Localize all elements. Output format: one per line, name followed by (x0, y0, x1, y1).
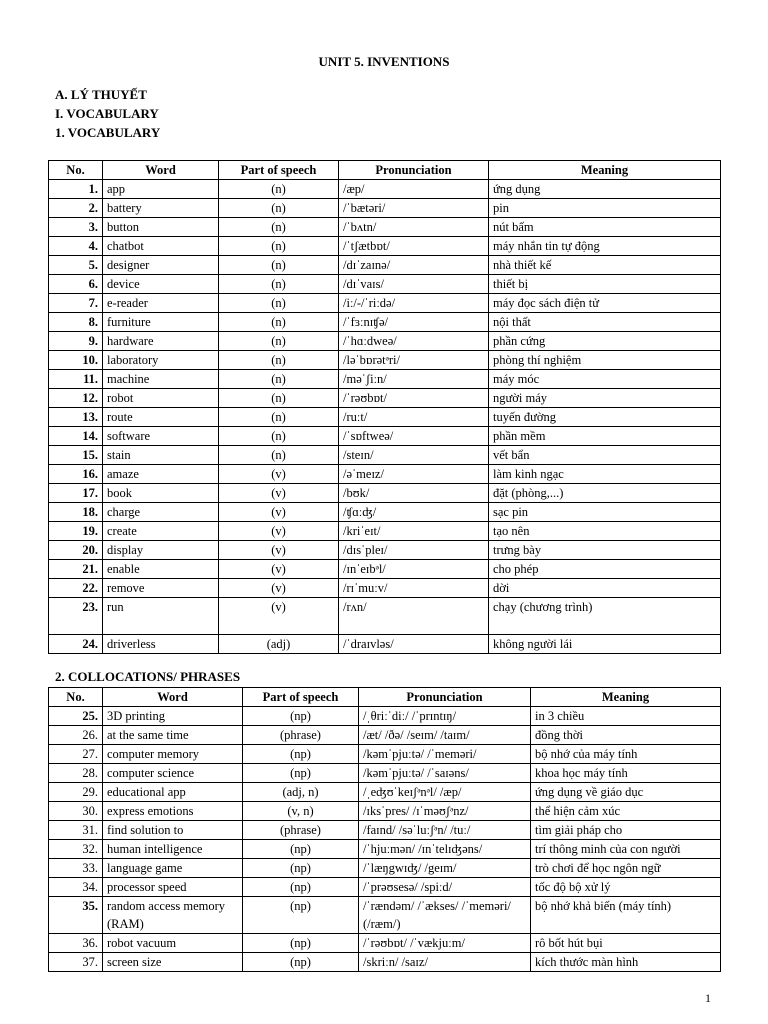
cell-part-of-speech: (v) (219, 484, 339, 503)
cell-no: 19. (49, 522, 103, 541)
table-row (49, 237, 721, 256)
cell-no: 30. (49, 802, 103, 821)
table-row (49, 199, 721, 218)
cell-meaning: máy đọc sách điện tử (489, 294, 721, 313)
cell-pronunciation: /kəmˈpjuːtə/ /ˈmeməri/ (359, 745, 531, 764)
table-row (49, 351, 721, 370)
cell-no: 3. (49, 218, 103, 237)
table-row (49, 446, 721, 465)
cell-part-of-speech: (np) (243, 953, 359, 972)
cell-meaning: không người lái (489, 635, 721, 654)
cell-part-of-speech: (np) (243, 897, 359, 934)
cell-part-of-speech: (n) (219, 294, 339, 313)
cell-part-of-speech: (n) (219, 408, 339, 427)
cell-meaning: tuyến đường (489, 408, 721, 427)
cell-part-of-speech: (n) (219, 332, 339, 351)
cell-meaning: nội thất (489, 313, 721, 332)
table-row (49, 897, 721, 934)
table-header-row (49, 161, 721, 180)
cell-word: software (103, 427, 219, 446)
cell-pronunciation: /ruːt/ (339, 408, 489, 427)
cell-no: 16. (49, 465, 103, 484)
table-row (49, 427, 721, 446)
cell-no: 37. (49, 953, 103, 972)
cell-word: 3D printing (103, 707, 243, 726)
cell-meaning: nhà thiết kế (489, 256, 721, 275)
cell-pronunciation: /rʌn/ (339, 598, 489, 635)
cell-word: educational app (103, 783, 243, 802)
cell-no: 18. (49, 503, 103, 522)
cell-word: screen size (103, 953, 243, 972)
table-row (49, 465, 721, 484)
table-row (49, 389, 721, 408)
cell-part-of-speech: (v) (219, 503, 339, 522)
cell-word: app (103, 180, 219, 199)
cell-pronunciation: /bʊk/ (339, 484, 489, 503)
cell-word: display (103, 541, 219, 560)
cell-meaning: làm kinh ngạc (489, 465, 721, 484)
cell-no: 9. (49, 332, 103, 351)
cell-no: 17. (49, 484, 103, 503)
cell-meaning: ứng dụng (489, 180, 721, 199)
cell-meaning: phòng thí nghiệm (489, 351, 721, 370)
cell-no: 28. (49, 764, 103, 783)
cell-no: 35. (49, 897, 103, 934)
cell-part-of-speech: (n) (219, 199, 339, 218)
cell-meaning: phần mềm (489, 427, 721, 446)
cell-no: 1. (49, 180, 103, 199)
cell-part-of-speech: (v) (219, 465, 339, 484)
cell-meaning: bộ nhớ khả biến (máy tính) (531, 897, 721, 934)
cell-part-of-speech: (n) (219, 180, 339, 199)
section-heading-theory: A. LÝ THUYẾT (55, 87, 147, 102)
table-row (49, 180, 721, 199)
table-row (49, 332, 721, 351)
cell-meaning: vết bẩn (489, 446, 721, 465)
table-row (49, 313, 721, 332)
cell-part-of-speech: (np) (243, 745, 359, 764)
cell-meaning: bộ nhớ của máy tính (531, 745, 721, 764)
cell-pronunciation: /ˈbætəri/ (339, 199, 489, 218)
cell-meaning: tốc độ bộ xử lý (531, 878, 721, 897)
cell-no: 31. (49, 821, 103, 840)
cell-pronunciation: /faɪnd/ /səˈluːʃᵊn/ /tuː/ (359, 821, 531, 840)
table-row (49, 503, 721, 522)
table-row (49, 275, 721, 294)
cell-word: robot vacuum (103, 934, 243, 953)
table-row (49, 408, 721, 427)
cell-part-of-speech: (np) (243, 934, 359, 953)
cell-part-of-speech: (n) (219, 237, 339, 256)
cell-word: hardware (103, 332, 219, 351)
cell-meaning: kích thước màn hình (531, 953, 721, 972)
cell-part-of-speech: (v) (219, 579, 339, 598)
cell-no: 23. (49, 598, 103, 635)
cell-meaning: pin (489, 199, 721, 218)
cell-pronunciation: /ˈprəʊsesə/ /spiːd/ (359, 878, 531, 897)
cell-word: computer science (103, 764, 243, 783)
cell-word: language game (103, 859, 243, 878)
cell-meaning: phần cứng (489, 332, 721, 351)
section-heading-vocabulary: I. VOCABULARY (55, 106, 159, 121)
cell-part-of-speech: (n) (219, 218, 339, 237)
cell-meaning: dời (489, 579, 721, 598)
cell-no: 15. (49, 446, 103, 465)
cell-no: 11. (49, 370, 103, 389)
subsection-heading-vocabulary: 1. VOCABULARY (55, 125, 161, 140)
cell-pronunciation: /rɪˈmuːv/ (339, 579, 489, 598)
cell-pronunciation: /əˈmeɪz/ (339, 465, 489, 484)
cell-meaning: trò chơi để học ngôn ngữ (531, 859, 721, 878)
cell-pronunciation: /ˌeʤʊˈkeɪʃᵊnᵊl/ /æp/ (359, 783, 531, 802)
cell-no: 7. (49, 294, 103, 313)
cell-meaning: khoa học máy tính (531, 764, 721, 783)
table-row (49, 484, 721, 503)
cell-no: 36. (49, 934, 103, 953)
header-word: Word (103, 161, 219, 180)
table-row (49, 840, 721, 859)
cell-word: enable (103, 560, 219, 579)
table-row (49, 707, 721, 726)
table-row (49, 256, 721, 275)
table-row (49, 764, 721, 783)
header-meaning: Meaning (531, 688, 721, 707)
cell-part-of-speech: (n) (219, 256, 339, 275)
cell-pronunciation: /ˈtʃætbɒt/ (339, 237, 489, 256)
collocations-table (48, 687, 721, 972)
table-row (49, 934, 721, 953)
cell-no: 6. (49, 275, 103, 294)
subsection-heading-collocations: 2. COLLOCATIONS/ PHRASES (55, 669, 241, 684)
cell-meaning: đồng thời (531, 726, 721, 745)
cell-word: charge (103, 503, 219, 522)
cell-part-of-speech: (n) (219, 351, 339, 370)
cell-part-of-speech: (n) (219, 427, 339, 446)
cell-part-of-speech: (n) (219, 370, 339, 389)
table-row (49, 859, 721, 878)
cell-part-of-speech: (n) (219, 275, 339, 294)
cell-word: human intelligence (103, 840, 243, 859)
cell-pronunciation: /ˈhjuːmən/ /ɪnˈtelɪʤəns/ (359, 840, 531, 859)
cell-meaning: in 3 chiều (531, 707, 721, 726)
cell-no: 27. (49, 745, 103, 764)
cell-pronunciation: /ˈrəʊbɒt/ (339, 389, 489, 408)
cell-meaning: trí thông minh của con người (531, 840, 721, 859)
cell-pronunciation: /kriˈeɪt/ (339, 522, 489, 541)
cell-pronunciation: /ləˈbɒrətᵊri/ (339, 351, 489, 370)
cell-meaning: cho phép (489, 560, 721, 579)
cell-meaning: rô bốt hút bụi (531, 934, 721, 953)
cell-pronunciation: /ˈhɑːdweə/ (339, 332, 489, 351)
table-row (49, 294, 721, 313)
cell-part-of-speech: (phrase) (243, 726, 359, 745)
table-row (49, 745, 721, 764)
cell-meaning: đặt (phòng,...) (489, 484, 721, 503)
cell-part-of-speech: (np) (243, 859, 359, 878)
cell-meaning: sạc pin (489, 503, 721, 522)
cell-word: run (103, 598, 219, 635)
cell-word: laboratory (103, 351, 219, 370)
cell-pronunciation: /ˈlæŋgwɪʤ/ /geɪm/ (359, 859, 531, 878)
cell-word: create (103, 522, 219, 541)
cell-word: book (103, 484, 219, 503)
cell-meaning: nút bấm (489, 218, 721, 237)
cell-part-of-speech: (v) (219, 541, 339, 560)
cell-no: 12. (49, 389, 103, 408)
cell-word: route (103, 408, 219, 427)
table-row (49, 726, 721, 745)
cell-meaning: thiết bị (489, 275, 721, 294)
cell-word: amaze (103, 465, 219, 484)
cell-word: designer (103, 256, 219, 275)
cell-no: 22. (49, 579, 103, 598)
cell-part-of-speech: (adj, n) (243, 783, 359, 802)
cell-word: at the same time (103, 726, 243, 745)
cell-pronunciation: /steɪn/ (339, 446, 489, 465)
table-row (49, 802, 721, 821)
cell-meaning: máy móc (489, 370, 721, 389)
cell-word: computer memory (103, 745, 243, 764)
cell-pronunciation: /ˈsɒftweə/ (339, 427, 489, 446)
cell-word: remove (103, 579, 219, 598)
cell-part-of-speech: (np) (243, 707, 359, 726)
header-word: Word (103, 688, 243, 707)
cell-part-of-speech: (v) (219, 598, 339, 635)
page-number: 1 (705, 991, 711, 1005)
cell-word: chatbot (103, 237, 219, 256)
cell-pronunciation: /ɪnˈeɪbᵊl/ (339, 560, 489, 579)
cell-word: stain (103, 446, 219, 465)
table-row (49, 783, 721, 802)
cell-pronunciation: /ˈbʌtn/ (339, 218, 489, 237)
cell-meaning: người máy (489, 389, 721, 408)
cell-part-of-speech: (v) (219, 522, 339, 541)
cell-no: 24. (49, 635, 103, 654)
cell-word: battery (103, 199, 219, 218)
cell-pronunciation: /dɪˈzaɪnə/ (339, 256, 489, 275)
cell-pronunciation: /ɪksˈpres/ /ɪˈməʊʃᵊnz/ (359, 802, 531, 821)
cell-no: 10. (49, 351, 103, 370)
table-row (49, 953, 721, 972)
cell-no: 14. (49, 427, 103, 446)
cell-no: 21. (49, 560, 103, 579)
header-part-of-speech: Part of speech (243, 688, 359, 707)
cell-word: driverless (103, 635, 219, 654)
header-no: No. (49, 161, 103, 180)
cell-no: 33. (49, 859, 103, 878)
cell-no: 8. (49, 313, 103, 332)
cell-part-of-speech: (np) (243, 840, 359, 859)
cell-meaning: ứng dụng về giáo dục (531, 783, 721, 802)
cell-no: 34. (49, 878, 103, 897)
cell-part-of-speech: (np) (243, 764, 359, 783)
cell-pronunciation: /ʧɑːʤ/ (339, 503, 489, 522)
page-title: UNIT 5. INVENTIONS (318, 54, 450, 69)
table-row (49, 522, 721, 541)
table-row (49, 218, 721, 237)
cell-word: furniture (103, 313, 219, 332)
vocabulary-table (48, 160, 721, 654)
cell-pronunciation: /æp/ (339, 180, 489, 199)
cell-pronunciation: /skriːn/ /saɪz/ (359, 953, 531, 972)
cell-no: 20. (49, 541, 103, 560)
cell-part-of-speech: (v, n) (243, 802, 359, 821)
table-row (49, 560, 721, 579)
cell-word: device (103, 275, 219, 294)
cell-word: robot (103, 389, 219, 408)
cell-meaning: tạo nên (489, 522, 721, 541)
cell-meaning: tìm giải pháp cho (531, 821, 721, 840)
cell-meaning: thể hiện cảm xúc (531, 802, 721, 821)
cell-pronunciation: /ˈfɜːnɪʧə/ (339, 313, 489, 332)
header-meaning: Meaning (489, 161, 721, 180)
cell-pronunciation: /dɪsˈpleɪ/ (339, 541, 489, 560)
cell-word: machine (103, 370, 219, 389)
cell-no: 2. (49, 199, 103, 218)
cell-no: 4. (49, 237, 103, 256)
cell-no: 29. (49, 783, 103, 802)
table-row (49, 635, 721, 654)
cell-pronunciation: /ˈrændəm/ /ˈækses/ /ˈmeməri/ (/ræm/) (359, 897, 531, 934)
cell-part-of-speech: (adj) (219, 635, 339, 654)
cell-meaning: máy nhắn tin tự động (489, 237, 721, 256)
cell-meaning: trưng bày (489, 541, 721, 560)
cell-no: 25. (49, 707, 103, 726)
table-row (49, 370, 721, 389)
cell-pronunciation: /dɪˈvaɪs/ (339, 275, 489, 294)
cell-pronunciation: /ˈrəʊbɒt/ /ˈvækjuːm/ (359, 934, 531, 953)
cell-pronunciation: /məˈʃiːn/ (339, 370, 489, 389)
cell-no: 5. (49, 256, 103, 275)
cell-word: button (103, 218, 219, 237)
table-row (49, 579, 721, 598)
header-pronunciation: Pronunciation (339, 161, 489, 180)
cell-part-of-speech: (n) (219, 446, 339, 465)
cell-part-of-speech: (v) (219, 560, 339, 579)
header-pronunciation: Pronunciation (359, 688, 531, 707)
table-row (49, 821, 721, 840)
table-row (49, 541, 721, 560)
cell-pronunciation: /iː/-/ˈriːdə/ (339, 294, 489, 313)
cell-pronunciation: /kəmˈpjuːtə/ /ˈsaɪəns/ (359, 764, 531, 783)
cell-part-of-speech: (n) (219, 313, 339, 332)
cell-word: e-reader (103, 294, 219, 313)
header-no: No. (49, 688, 103, 707)
table-row (49, 598, 721, 635)
cell-no: 32. (49, 840, 103, 859)
cell-part-of-speech: (phrase) (243, 821, 359, 840)
cell-word: find solution to (103, 821, 243, 840)
cell-no: 26. (49, 726, 103, 745)
header-part-of-speech: Part of speech (219, 161, 339, 180)
cell-meaning: chạy (chương trình) (489, 598, 721, 635)
cell-pronunciation: /ˌθriːˈdiː/ /ˈprɪntɪŋ/ (359, 707, 531, 726)
cell-no: 13. (49, 408, 103, 427)
cell-pronunciation: /æt/ /ðə/ /seɪm/ /taɪm/ (359, 726, 531, 745)
cell-word: express emotions (103, 802, 243, 821)
cell-pronunciation: /ˈdraɪvləs/ (339, 635, 489, 654)
cell-word: processor speed (103, 878, 243, 897)
cell-part-of-speech: (np) (243, 878, 359, 897)
cell-part-of-speech: (n) (219, 389, 339, 408)
cell-word: random access memory (RAM) (103, 897, 243, 934)
table-row (49, 878, 721, 897)
table-header-row (49, 688, 721, 707)
